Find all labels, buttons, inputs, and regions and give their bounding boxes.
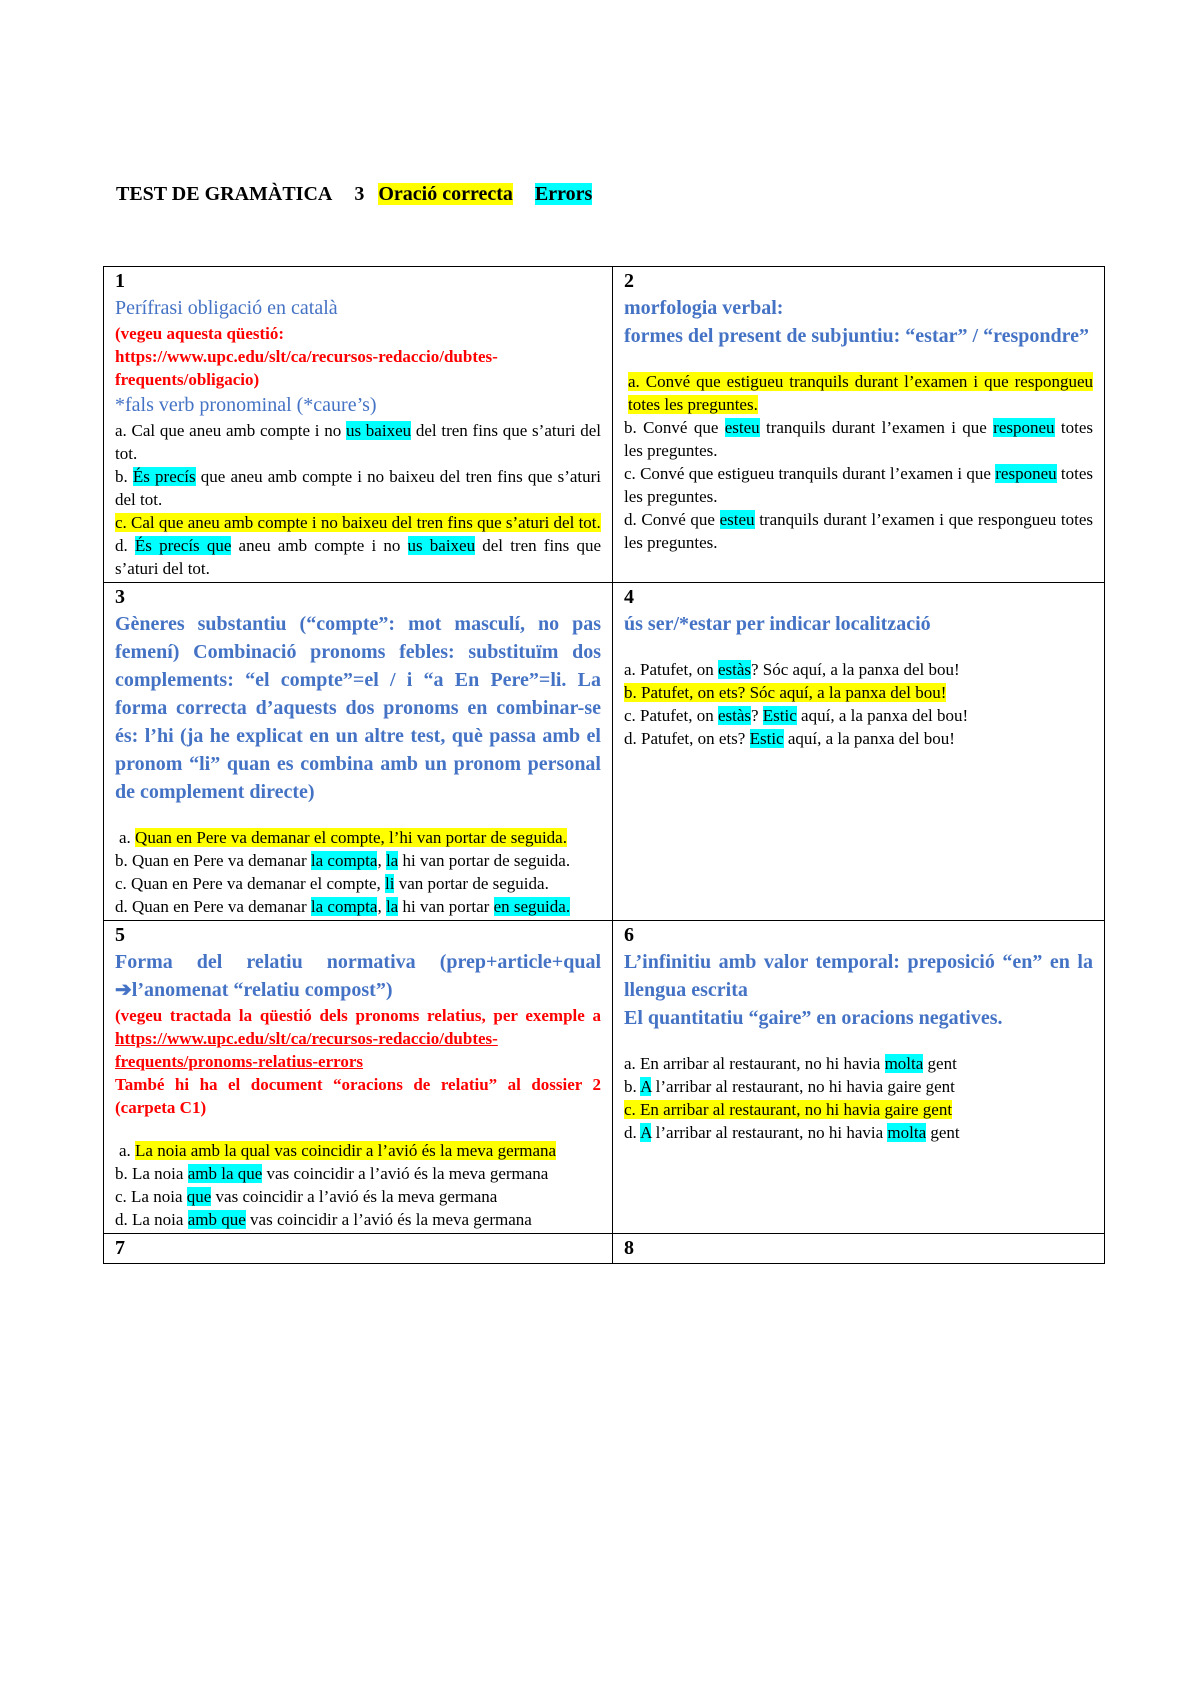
error-mark: amb la que: [187, 1164, 263, 1183]
title-main: TEST DE GRAMÀTICA: [116, 183, 333, 205]
option-a-correct: a. La noia amb la qual vas coincidir a l’avió és la meva germana: [119, 1141, 557, 1160]
option-a: a. Patufet, on estàs? Sóc aquí, a la panxa del bou!: [624, 660, 960, 679]
error-mark: us baixeu: [407, 536, 476, 555]
question-cell-2: [613, 267, 1105, 583]
option-b: b. A l’arribar al restaurant, no hi havia gaire gent: [624, 1077, 955, 1096]
error-mark: que: [186, 1187, 212, 1206]
option-c-correct: c. Cal que aneu amb compte i no baixeu del tren fins que s’aturi del tot.: [115, 513, 601, 532]
option-c: c. La noia que vas coincidir a l’avió és la meva germana: [115, 1187, 498, 1206]
error-mark: estàs: [717, 706, 751, 725]
option-c: c. Quan en Pere va demanar el compte, li van portar de seguida.: [115, 874, 549, 893]
error-mark: en seguida.: [493, 897, 571, 916]
question-cell-6: [613, 921, 1105, 1234]
option-b: b. La noia amb la que vas coincidir a l’avió és la meva germana: [115, 1164, 549, 1183]
option-d: d. Convé que esteu tranquils durant l’examen i que respongueu totes les preguntes.: [624, 510, 1093, 552]
table-row: [104, 921, 1105, 1234]
option-c: c. Patufet, on estàs? Estic aquí, a la panxa del bou!: [624, 706, 969, 725]
table-row: [104, 583, 1105, 921]
error-mark: esteu: [724, 418, 760, 437]
error-mark: responeu: [993, 418, 1055, 437]
question-heading: ús ser/*estar per indicar localització: [624, 613, 931, 635]
reference-note: (vegeu tractada la qüestió dels pronoms relatius, per exemple a https://www.upc.edu/slt/ca/recursos-redaccio/dubtes-frequents/pronoms-relatius-errors: [115, 1006, 601, 1071]
reference-link[interactable]: https://www.upc.edu/slt/ca/recursos-redaccio/dubtes-frequents/obligacio): [115, 347, 498, 389]
error-mark: És precís: [132, 467, 196, 486]
reference-link[interactable]: https://www.upc.edu/slt/ca/recursos-redaccio/dubtes-frequents/pronoms-relatius-errors: [115, 1029, 498, 1071]
question-number: 6: [624, 924, 634, 946]
reference-note: (vegeu aquesta qüestió:: [115, 324, 285, 343]
option-a-correct: a. Convé que estigueu tranquils durant l’examen i que respongueu totes les preguntes.: [628, 372, 1093, 414]
question-subheading: El quantitatiu “gaire” en oracions negatives.: [624, 1007, 1003, 1029]
question-heading: L’infinitiu amb valor temporal: preposició “en” en la llengua escrita: [624, 951, 1093, 1001]
table-row: [104, 1234, 1105, 1264]
legend-correct: Oració correcta: [378, 183, 513, 205]
error-mark: us baixeu: [345, 421, 412, 440]
error-mark: A: [640, 1123, 652, 1142]
question-cell-3: [104, 583, 613, 921]
option-a-correct: a. Quan en Pere va demanar el compte, l’hi van portar de seguida.: [119, 828, 567, 847]
question-number: 8: [624, 1237, 634, 1259]
test-number: 3: [354, 183, 365, 205]
option-c: c. Convé que estigueu tranquils durant l’examen i que responeu totes les preguntes.: [624, 464, 1094, 506]
error-mark: li: [385, 874, 395, 893]
error-mark: responeu: [995, 464, 1057, 483]
error-mark: la: [385, 851, 399, 870]
arrow-right-icon: ➔: [115, 979, 132, 1001]
option-b: b. Convé que esteu tranquils durant l’examen i que responeu totes les preguntes.: [624, 418, 1093, 460]
question-subheading: formes del present de subjuntiu: “estar” / “respondre”: [624, 325, 1089, 347]
question-subheading: *fals verb pronominal (*caure’s): [115, 394, 377, 416]
question-cell-5: [104, 921, 613, 1234]
page-title: [116, 183, 592, 206]
option-d: d. A l’arribar al restaurant, no hi havia molta gent: [624, 1123, 960, 1142]
question-heading: morfologia verbal:: [624, 297, 784, 319]
option-d: d. La noia amb que vas coincidir a l’avió és la meva germana: [115, 1210, 532, 1229]
reference-note-2: També hi ha el document “oracions de relatiu” al dossier 2 (carpeta C1): [115, 1075, 601, 1117]
error-mark: A: [640, 1077, 652, 1096]
question-number: 1: [115, 270, 125, 292]
question-heading: Perífrasi obligació en català: [115, 297, 338, 319]
error-mark: estàs: [717, 660, 751, 679]
option-c-correct: c. En arribar al restaurant, no hi havia gaire gent: [624, 1100, 953, 1119]
error-mark: Estic: [749, 729, 784, 748]
option-a: a. En arribar al restaurant, no hi havia molta gent: [624, 1054, 957, 1073]
option-b: b. És precís que aneu amb compte i no baixeu del tren fins que s’aturi del tot.: [115, 467, 602, 509]
error-mark: Estic: [762, 706, 797, 725]
question-heading: Forma del relatiu normativa (prep+article+qual ➔l’anomenat “relatiu compost”): [115, 951, 601, 1001]
table-row: [104, 267, 1105, 583]
option-a: a. Cal que aneu amb compte i no us baixeu del tren fins que s’aturi del tot.: [115, 421, 601, 463]
question-grid: [103, 266, 1105, 1264]
error-mark: la: [385, 897, 399, 916]
question-cell-8: [613, 1234, 1105, 1264]
question-number: 2: [624, 270, 634, 292]
error-mark: molta: [884, 1054, 924, 1073]
question-cell-4: [613, 583, 1105, 921]
option-d: d. Quan en Pere va demanar la compta, la hi van portar en seguida.: [115, 897, 571, 916]
question-number: 4: [624, 586, 634, 608]
error-mark: esteu: [719, 510, 755, 529]
legend-errors: Errors: [534, 183, 593, 205]
error-mark: amb que: [187, 1210, 246, 1229]
option-b: b. Quan en Pere va demanar la compta, la hi van portar de seguida.: [115, 851, 571, 870]
error-mark: És precís que: [134, 536, 232, 555]
option-b-correct: b. Patufet, on ets? Sóc aquí, a la panxa del bou!: [624, 683, 947, 702]
error-mark: molta: [887, 1123, 927, 1142]
question-number: 3: [115, 586, 125, 608]
option-d: d. Patufet, on ets? Estic aquí, a la panxa del bou!: [624, 729, 955, 748]
error-mark: la compta: [310, 851, 378, 870]
question-number: 5: [115, 924, 125, 946]
question-number: 7: [115, 1237, 125, 1259]
error-mark: la compta: [310, 897, 378, 916]
question-cell-7: [104, 1234, 613, 1264]
question-cell-1: [104, 267, 613, 583]
option-d: d. És precís que aneu amb compte i no us baixeu del tren fins que s’aturi del tot.: [115, 536, 601, 578]
question-heading: Gèneres substantiu (“compte”: mot masculí, no pas femení) Combinació pronoms febles: substituïm dos complements: “el compte”=el / i “a En Pere”=li. La forma correcta d’aquests dos pronoms en combinar-se és: l’hi (ja he explicat en un altre test, què passa amb el pronom “li” quan es combina amb un pronom personal de complement directe): [115, 613, 601, 803]
